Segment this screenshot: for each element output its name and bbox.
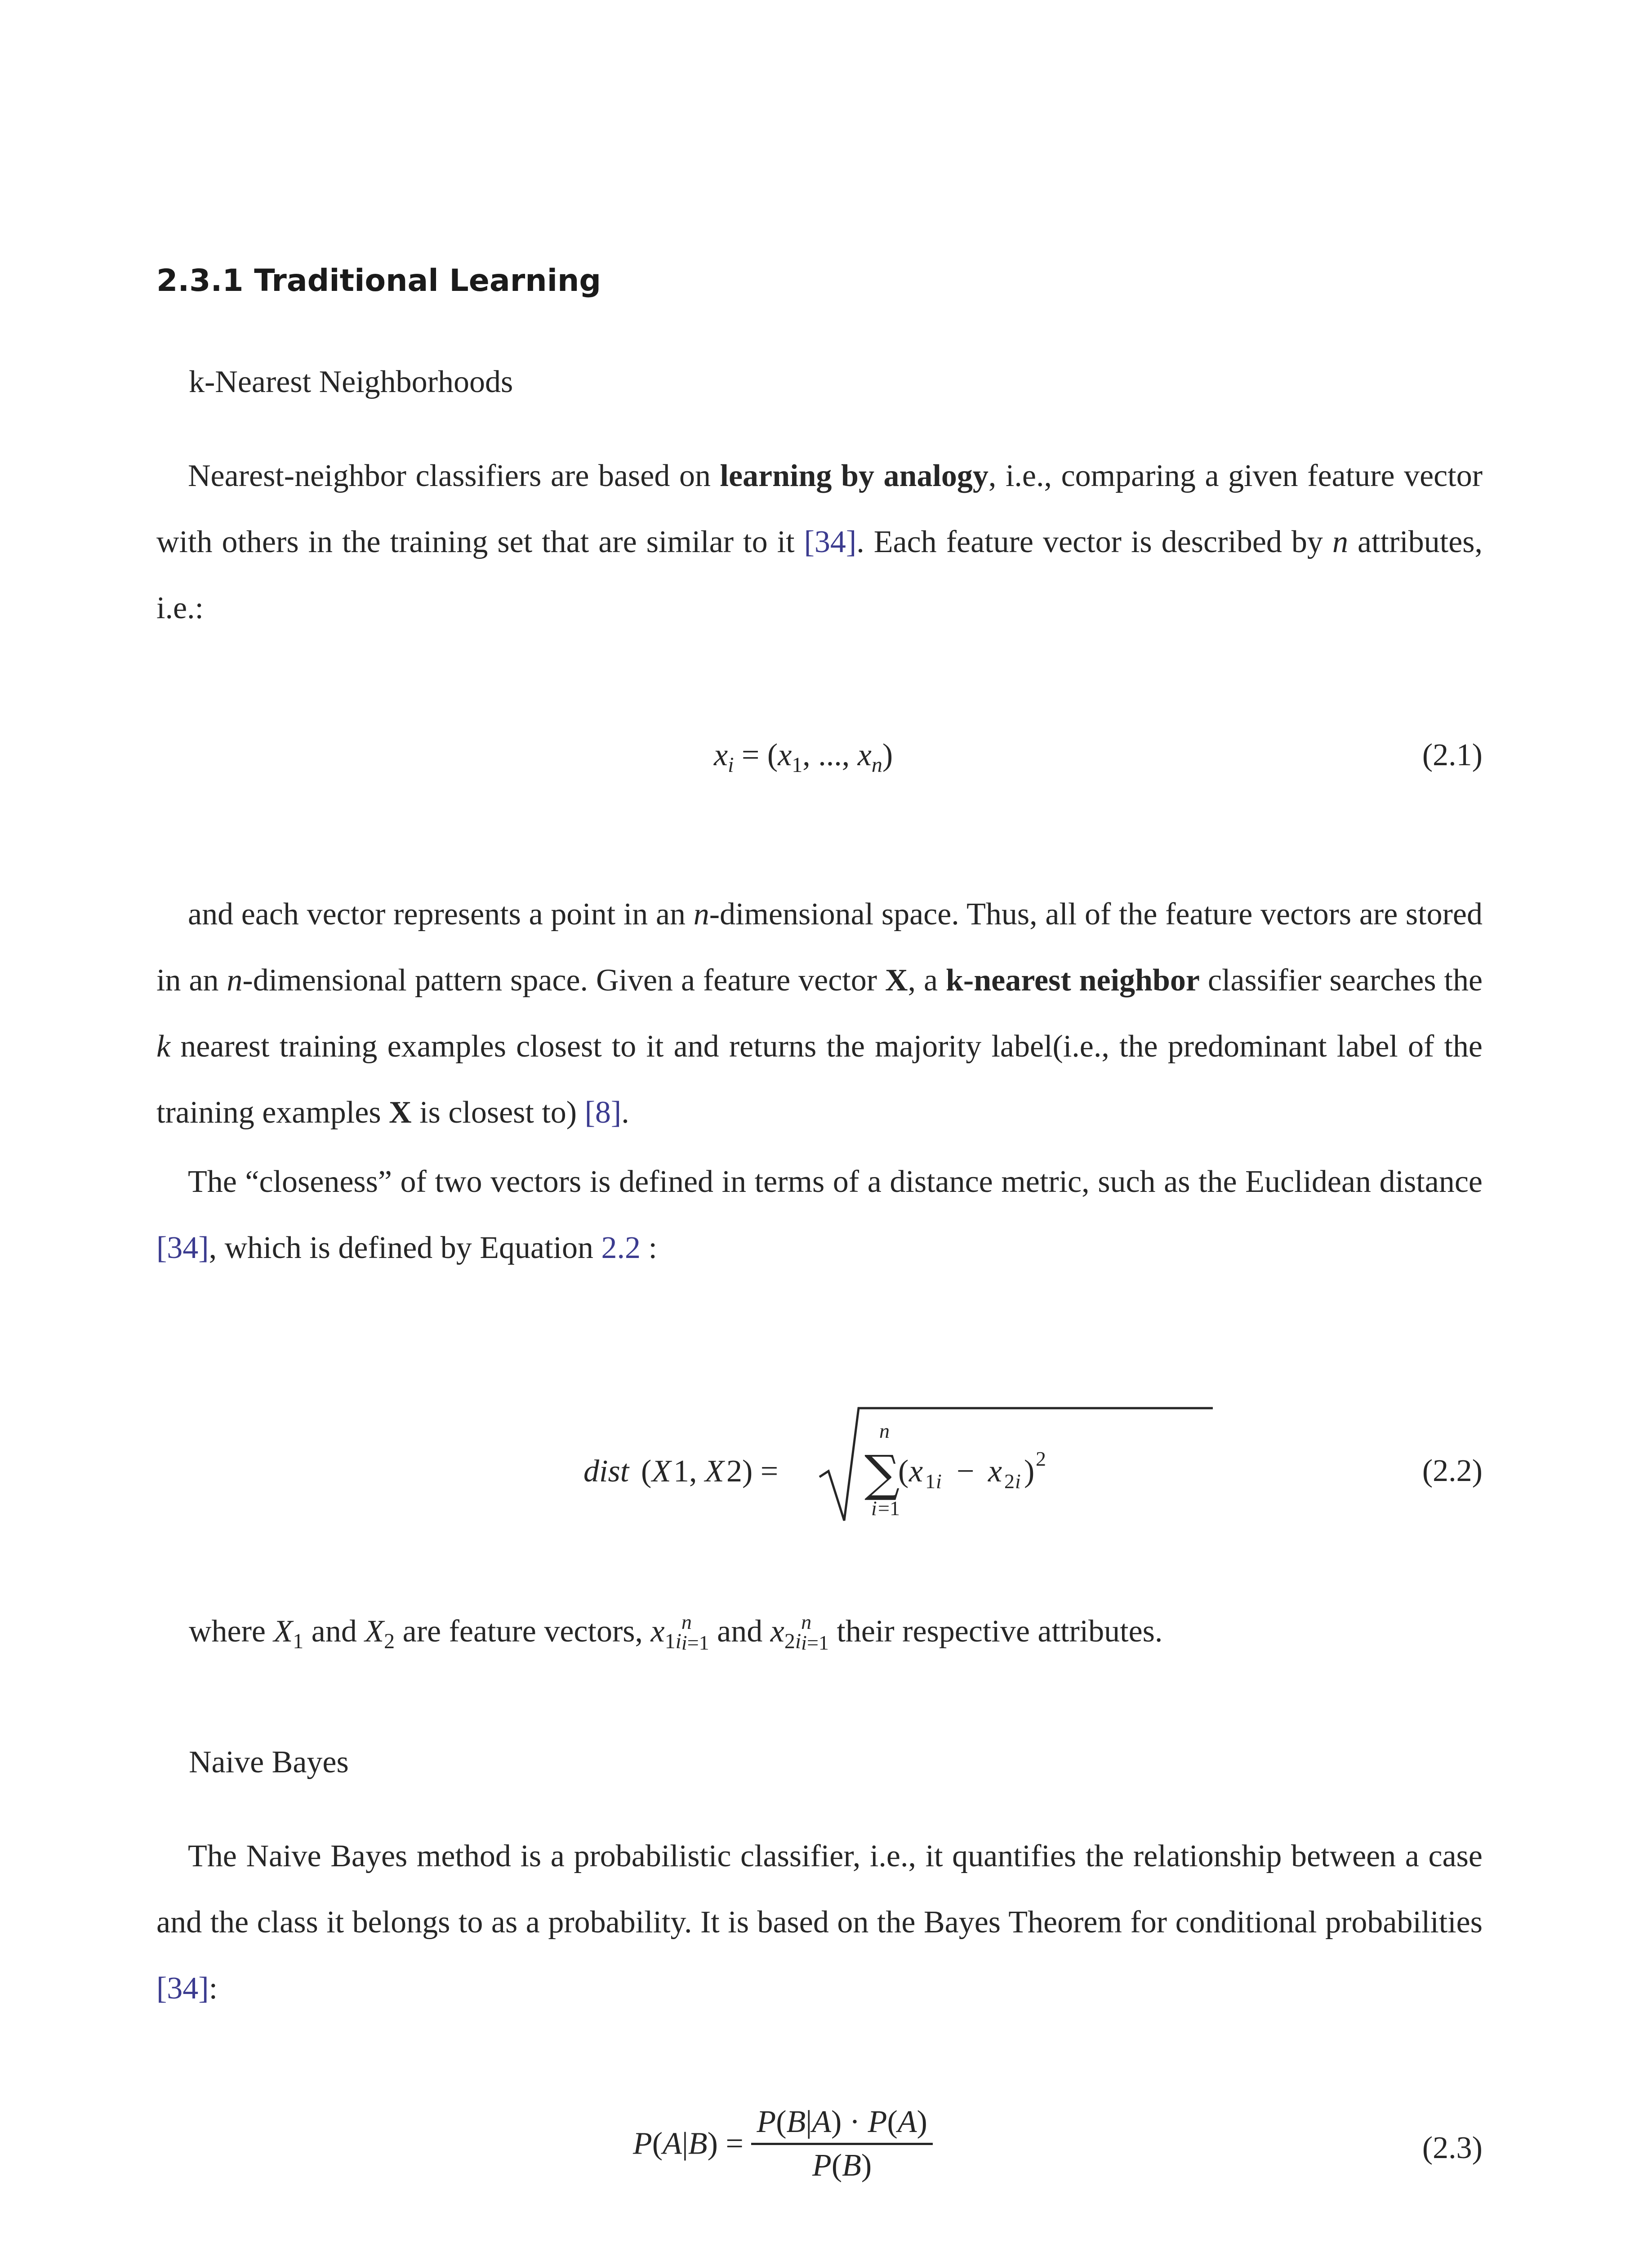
svg-text:x: x: [909, 1454, 923, 1489]
svg-text:2: 2: [1036, 1447, 1046, 1470]
equation-number: (2.2): [1422, 1454, 1483, 1488]
citation-link[interactable]: [34]: [804, 525, 857, 559]
subheading-naive-bayes: Naive Bayes: [189, 1745, 349, 1780]
equation-reference-link[interactable]: 2.2: [601, 1231, 641, 1265]
bayes-fraction: $\frac{P(B|A) \cdot P(A)}{P(B)}$: [751, 2104, 932, 2184]
svg-text:i: i: [936, 1470, 942, 1493]
svg-text:n: n: [879, 1419, 890, 1442]
equation-number: (2.3): [1422, 2131, 1483, 2165]
section-heading: 2.3.1 Traditional Learning: [156, 263, 601, 299]
paragraph-knn-where: where $X_1$ and $X_2$ are feature vectors, $x_{1i}n$ i=1 and $x_{2i}n$ i=1 their respective attributes.: [189, 1610, 1163, 1654]
equation-2-1-body: $x_i = (x_1$, ..., $x_n$): [714, 738, 893, 777]
svg-text:(: (: [898, 1454, 909, 1489]
equation-2-2: [156, 1403, 1483, 1538]
equation-2-2-body: [583, 1403, 1213, 1538]
subheading-knn: k-Nearest Neighborhoods: [189, 365, 513, 399]
equation-2-3-body: P(A|B) = $\frac{P(B|A) \cdot P(A)}{P(B)}$: [633, 2104, 933, 2184]
svg-text:2) =: 2) =: [726, 1454, 779, 1489]
svg-text:∑: ∑: [864, 1445, 900, 1502]
equation-number: (2.1): [1422, 738, 1483, 772]
paragraph-knn-intro: Nearest-neighbor classifiers are based on learning by analogy, i.e., comparing a given feature vector with others in the training set that are similar to it [34]. Each feature vector is described by n attributes, i.e.:: [156, 459, 1483, 625]
svg-text:=1: =1: [878, 1497, 900, 1520]
distance-formula-graphic: [583, 1403, 1213, 1538]
citation-link[interactable]: [34]: [156, 1971, 209, 2006]
svg-text:1: 1: [925, 1470, 935, 1493]
svg-text:i: i: [1015, 1470, 1021, 1493]
svg-text:X: X: [652, 1454, 671, 1489]
svg-text:x: x: [988, 1454, 1002, 1489]
svg-text:(: (: [641, 1454, 652, 1489]
svg-text:i: i: [871, 1497, 877, 1520]
paragraph-naive-bayes: The Naive Bayes method is a probabilistic classifier, i.e., it quantifies the relationship between a case and the class it belongs to as a probability. It is based on the Bayes Theorem for conditional probabilities [34]:: [156, 1839, 1483, 2006]
svg-text:1,: 1,: [673, 1454, 697, 1489]
paragraph-knn-closeness: The “closeness” of two vectors is defined in terms of a distance metric, such as the Euclidean distance [34], which is defined by Equation 2.2 :: [156, 1164, 1483, 1265]
svg-text:dist: dist: [583, 1454, 629, 1489]
svg-text:): ): [1024, 1454, 1035, 1489]
citation-link[interactable]: [8]: [584, 1095, 622, 1130]
equation-2-1: [156, 737, 1483, 782]
paragraph-knn-space: and each vector represents a point in an n-dimensional space. Thus, all of the feature vectors are stored in an n-dimensional pattern space. Given a feature vector X, a k-nearest neighbor classifier searches the k nearest training examples closest to it and returns the majority label(i.e., the predominant label of the training examples X is closest to) [8].: [156, 897, 1483, 1130]
equation-2-3: [156, 2104, 1483, 2203]
svg-text:−: −: [957, 1454, 975, 1489]
citation-link[interactable]: [34]: [156, 1231, 209, 1265]
svg-text:X: X: [705, 1454, 724, 1489]
svg-text:2: 2: [1004, 1470, 1015, 1493]
